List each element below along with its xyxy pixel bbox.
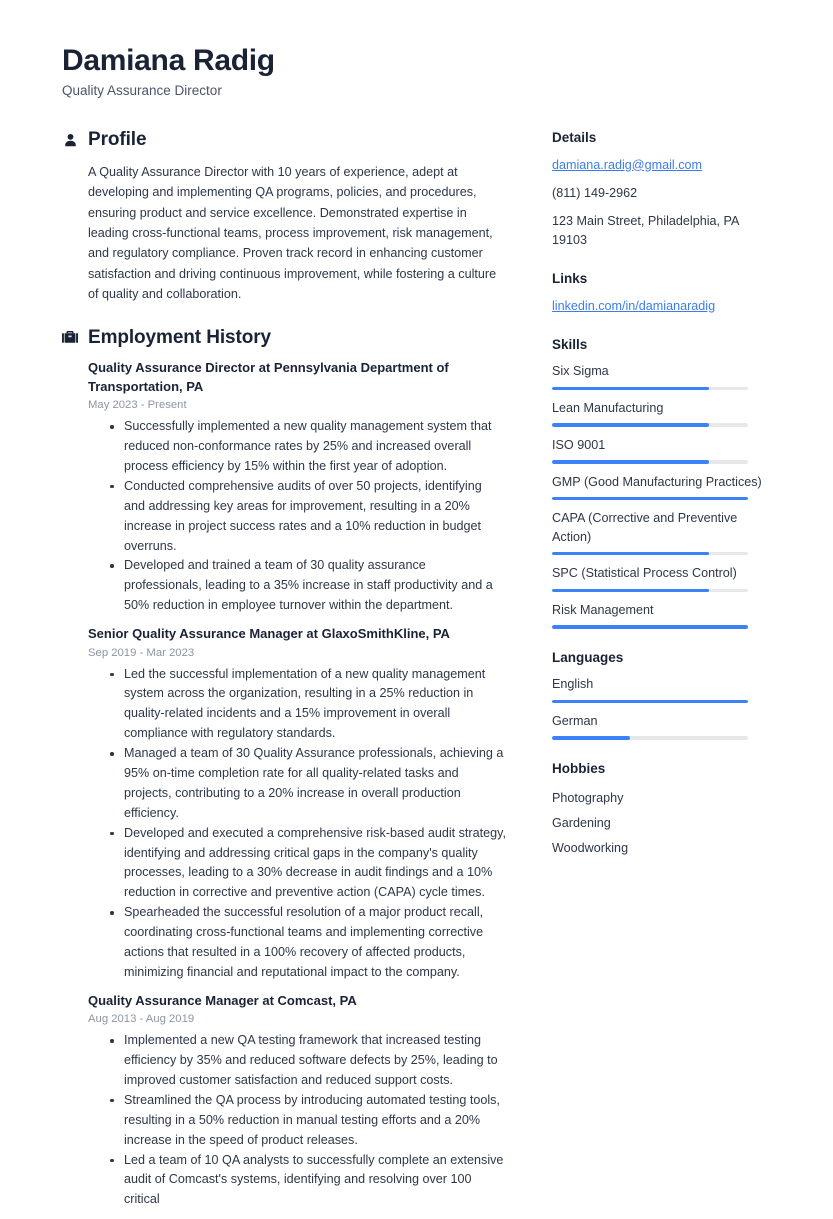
- address-text: 123 Main Street, Philadelphia, PA 19103: [552, 213, 739, 248]
- resume-columns: [62, 129, 773, 1219]
- skill-meter-fill: [552, 387, 709, 391]
- job-dates: May 2023 - Present: [88, 399, 187, 412]
- languages-section: [552, 649, 767, 740]
- job-entry: [88, 359, 506, 616]
- skill-label: Lean Manufacturing: [552, 401, 664, 416]
- job-title: Senior Quality Assurance Manager at GlaxoSmithKline, PA: [88, 626, 450, 642]
- job-entry: [88, 625, 506, 983]
- skill-item: [552, 473, 767, 501]
- profile-section-title: Profile: [88, 129, 147, 151]
- main-column: [62, 129, 530, 1219]
- job-bullet: Implemented a new QA testing framework that increased testing efficiency by 35% and reduced software defects by 25%, leading to improved customer satisfaction and reduced support costs.: [110, 1031, 506, 1091]
- email-link[interactable]: damiana.radig@gmail.com: [552, 157, 702, 172]
- job-dates: Aug 2013 - Aug 2019: [88, 1013, 195, 1026]
- details-section: [552, 129, 767, 250]
- job-bullet: Successfully implemented a new quality management system that reduced non-conformance rates by 25% and increased overall process efficiency by 15% within the first year of adoption.: [110, 417, 506, 477]
- job-bullets: [88, 417, 506, 616]
- skill-item: [552, 362, 767, 390]
- linkedin-link[interactable]: linkedin.com/in/damianaradig: [552, 298, 716, 313]
- skill-meter-track: [552, 423, 748, 427]
- skill-label: GMP (Good Manufacturing Practices): [552, 474, 762, 489]
- skill-meter-fill: [552, 460, 709, 464]
- employment-section: [62, 327, 506, 1211]
- skill-meter-fill: [552, 497, 748, 501]
- skill-item: [552, 564, 767, 592]
- profile-section-header: [62, 129, 506, 152]
- job-bullet: Developed and trained a team of 30 quality assurance professionals, leading to a 35% increase in staff productivity and a 50% reduction in employee turnover within the department.: [110, 556, 506, 616]
- skill-meter-fill: [552, 625, 748, 629]
- phone-text: (811) 149-2962: [552, 185, 638, 200]
- skill-item: [552, 399, 767, 427]
- resume-header: [62, 44, 773, 99]
- skill-meter-fill: [552, 589, 709, 593]
- skill-item: [552, 601, 767, 629]
- profile-section-body: [62, 162, 506, 305]
- employment-section-body: [62, 359, 506, 1210]
- employment-section-header: [62, 327, 506, 350]
- skill-label: SPC (Statistical Process Control): [552, 566, 737, 581]
- skill-item: [552, 509, 767, 555]
- job-bullet: Developed and executed a comprehensive risk-based audit strategy, identifying and addressing critical gaps in the company's quality processes, leading to a 30% decrease in audit findings and a 10% reduction in corrective and preventive action (CAPA) cycle times.: [110, 824, 506, 904]
- skill-item: [552, 436, 767, 464]
- skill-label: Six Sigma: [552, 364, 609, 379]
- skills-heading: Skills: [552, 336, 588, 352]
- language-item: [552, 712, 767, 740]
- language-meter-fill: [552, 736, 630, 740]
- language-label: German: [552, 714, 598, 729]
- skill-meter-track: [552, 497, 748, 501]
- language-meter-track: [552, 700, 748, 704]
- skill-meter-fill: [552, 552, 709, 556]
- job-title: Quality Assurance Manager at Comcast, PA: [88, 992, 357, 1008]
- candidate-job-title: Quality Assurance Director: [62, 82, 222, 98]
- job-bullet: Conducted comprehensive audits of over 50 projects, identifying and addressing key areas for improvement, resulting in a 20% increase in project success rates and a 10% reduction in budget overruns.: [110, 477, 506, 557]
- job-entry: [88, 992, 506, 1210]
- hobbies-section: [552, 760, 767, 860]
- job-bullets: [88, 665, 506, 983]
- skill-label: ISO 9001: [552, 437, 606, 452]
- employment-section-title: Employment History: [88, 326, 271, 348]
- hobby-item: Woodworking: [552, 840, 629, 855]
- job-bullet: Spearheaded the successful resolution of a major product recall, coordinating cross-functional teams and implementing corrective actions that resulted in a 100% recovery of affected products, minimizing financial and reputational impact to the company.: [110, 903, 506, 983]
- profile-section: [62, 129, 506, 305]
- job-bullet: Managed a team of 30 Quality Assurance professionals, achieving a 95% on-time completion rate for all quality-related tasks and projects, contributing to a 20% increase in overall production efficiency.: [110, 744, 506, 824]
- skill-meter-track: [552, 387, 748, 391]
- languages-heading: Languages: [552, 649, 624, 665]
- language-label: English: [552, 677, 594, 692]
- candidate-name: Damiana Radig: [62, 44, 275, 77]
- hobby-item: Gardening: [552, 816, 611, 831]
- job-bullet: Streamlined the QA process by introducing automated testing tools, resulting in a 50% reduction in manual testing efforts and a 20% increase in the speed of product releases.: [110, 1091, 506, 1151]
- skill-meter-track: [552, 552, 748, 556]
- hobby-item: Photography: [552, 791, 624, 806]
- links-heading: Links: [552, 271, 588, 287]
- skills-section: [552, 336, 767, 629]
- job-bullet: Led the successful implementation of a new quality management system across the organization, resulting in a 25% reduction in quality-related incidents and a 15% improvement in overall compliance with regulatory standards.: [110, 665, 506, 745]
- user-icon: [62, 132, 78, 149]
- skill-meter-track: [552, 589, 748, 593]
- job-dates: Sep 2019 - Mar 2023: [88, 646, 195, 659]
- skill-meter-fill: [552, 423, 709, 427]
- sidebar-column: [552, 129, 767, 880]
- language-meter-track: [552, 736, 748, 740]
- skill-meter-track: [552, 625, 748, 629]
- language-item: [552, 675, 767, 703]
- job-title: Quality Assurance Director at Pennsylvania Department of Transportation, PA: [88, 360, 449, 394]
- skill-meter-track: [552, 460, 748, 464]
- profile-text: A Quality Assurance Director with 10 years of experience, adept at developing and implementing QA programs, policies, and procedures, ensuring product and service excellence. Demonstrated expertise in leading cross-functional teams, process improvement, risk management, and regulatory compliance. Proven track record in enhancing customer satisfaction and driving continuous improvement, while fostering a culture of quality and collaboration.: [88, 164, 497, 302]
- details-heading: Details: [552, 130, 597, 146]
- skill-label: CAPA (Corrective and Preventive Action): [552, 511, 738, 544]
- job-bullets: [88, 1031, 506, 1210]
- job-bullet: Led a team of 10 QA analysts to successfully complete an extensive audit of Comcast's systems, identifying and resolving over 100 critical: [110, 1151, 506, 1211]
- skill-label: Risk Management: [552, 603, 654, 618]
- links-section: [552, 270, 767, 316]
- briefcase-icon: [62, 329, 78, 346]
- hobbies-heading: Hobbies: [552, 760, 606, 776]
- language-meter-fill: [552, 700, 748, 704]
